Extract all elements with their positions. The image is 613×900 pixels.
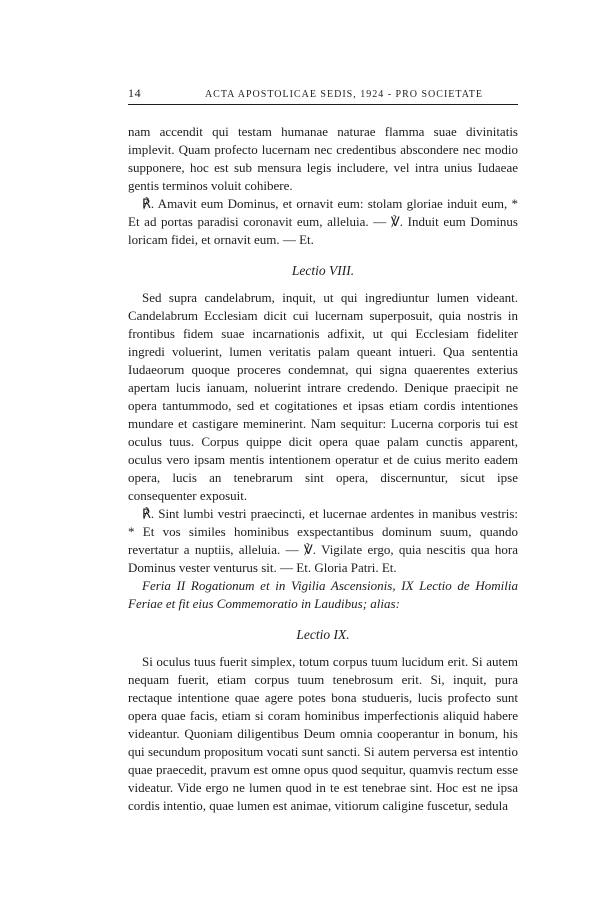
lectio-ix-heading: Lectio IX.	[296, 627, 350, 642]
responsory-paragraph-2: ℟. Sint lumbi vestri praecincti, et lucernae ardentes in manibus vestris: * Et vos similes hominibus exspectantibus dominum suum, quando revertatur a nuptiis, alleluia. — ℣. Vigilate ergo, quia nescitis qua hora Dominus vester venturus sit. — Et. Gloria Patri. Et.	[128, 506, 518, 575]
lectio-viii-paragraph: Sed supra candelabrum, inquit, ut qui ingrediuntur lumen videant. Candelabrum Ecclesiam dicit cui lucernam superposuit, quia nostris in frontibus fidem suae incarnationis adfixit, ut qui Ecclesiam fideliter ingredi voluerint, lumen veritatis palam queant intueri. Qua sententia Iudaeorum quoque proceres condemnat, qui signa quaerentes exterius apertam lucis ianuam, noluerint intrare credendo. Denique praecipit ne opera tantummodo, sed et cogitationes et ipsas etiam cordis intentiones mundare et castigare meminerint. Nam sequitur: Lucerna corporis tui est oculus tuus. Corpus quippe dicit opera quae palam cunctis apparent, oculus vero ipsam mentis intentionem operatur et de cuius merito eadem opera, lucis an tenebrarum sint opera, discernuntur, sicut ipse consequenter exposuit.	[128, 290, 518, 503]
responsory-paragraph: ℟. Amavit eum Dominus, et ornavit eum: stolam gloriae induit eum, * Et ad portas paradisi coronavit eum, alleluia. — ℣. Induit eum Dominus loricam fidei, et ornavit eum. — Et.	[128, 196, 518, 247]
page-number: 14	[128, 86, 142, 100]
lectio-viii-heading: Lectio VIII.	[291, 263, 355, 278]
paragraph-continuation: nam accendit qui testam humanae naturae flamma suae divinitatis implevit. Quam profecto lucernam nec credentibus abscondere nec modio supponere, hoc est sub mensura legis includere, vel intra unius Iudaeae gentis terminos voluit cohibere.	[128, 124, 518, 193]
running-title: ACTA APOSTOLICAE SEDIS, 1924 - PRO SOCIETATE	[204, 89, 484, 100]
feria-note: Feria II Rogationum et in Vigilia Ascensionis, IX Lectio de Homilia Feriae et fit eius Commemoratio in Laudibus; alias:	[128, 578, 518, 611]
book-page	[128, 86, 518, 815]
running-header	[128, 86, 518, 105]
lectio-ix-paragraph: Si oculus tuus fuerit simplex, totum corpus tuum lucidum erit. Si autem nequam fuerit, etiam corpus tuum tenebrosum erit. Si, inquit, pura rectaque intentione quae agere potes bona studueris, lucis profecto sunt opera quae facis, etiam si coram hominibus imperfectionis aliquid habere videantur. Quoniam diligentibus Deum omnia cooperantur in bonum, his qui secundum propositum vocati sunt sancti. Si autem perversa est intentio quae praecedit, pravum est omne opus quod sequitur, quamvis rectum esse videatur. Vide ergo ne lumen quod in te est tenebrae sint. Hoc est ne ipsa cordis intentio, quae lumen est animae, vitiorum caligine fuscetur, sedula	[128, 654, 518, 813]
